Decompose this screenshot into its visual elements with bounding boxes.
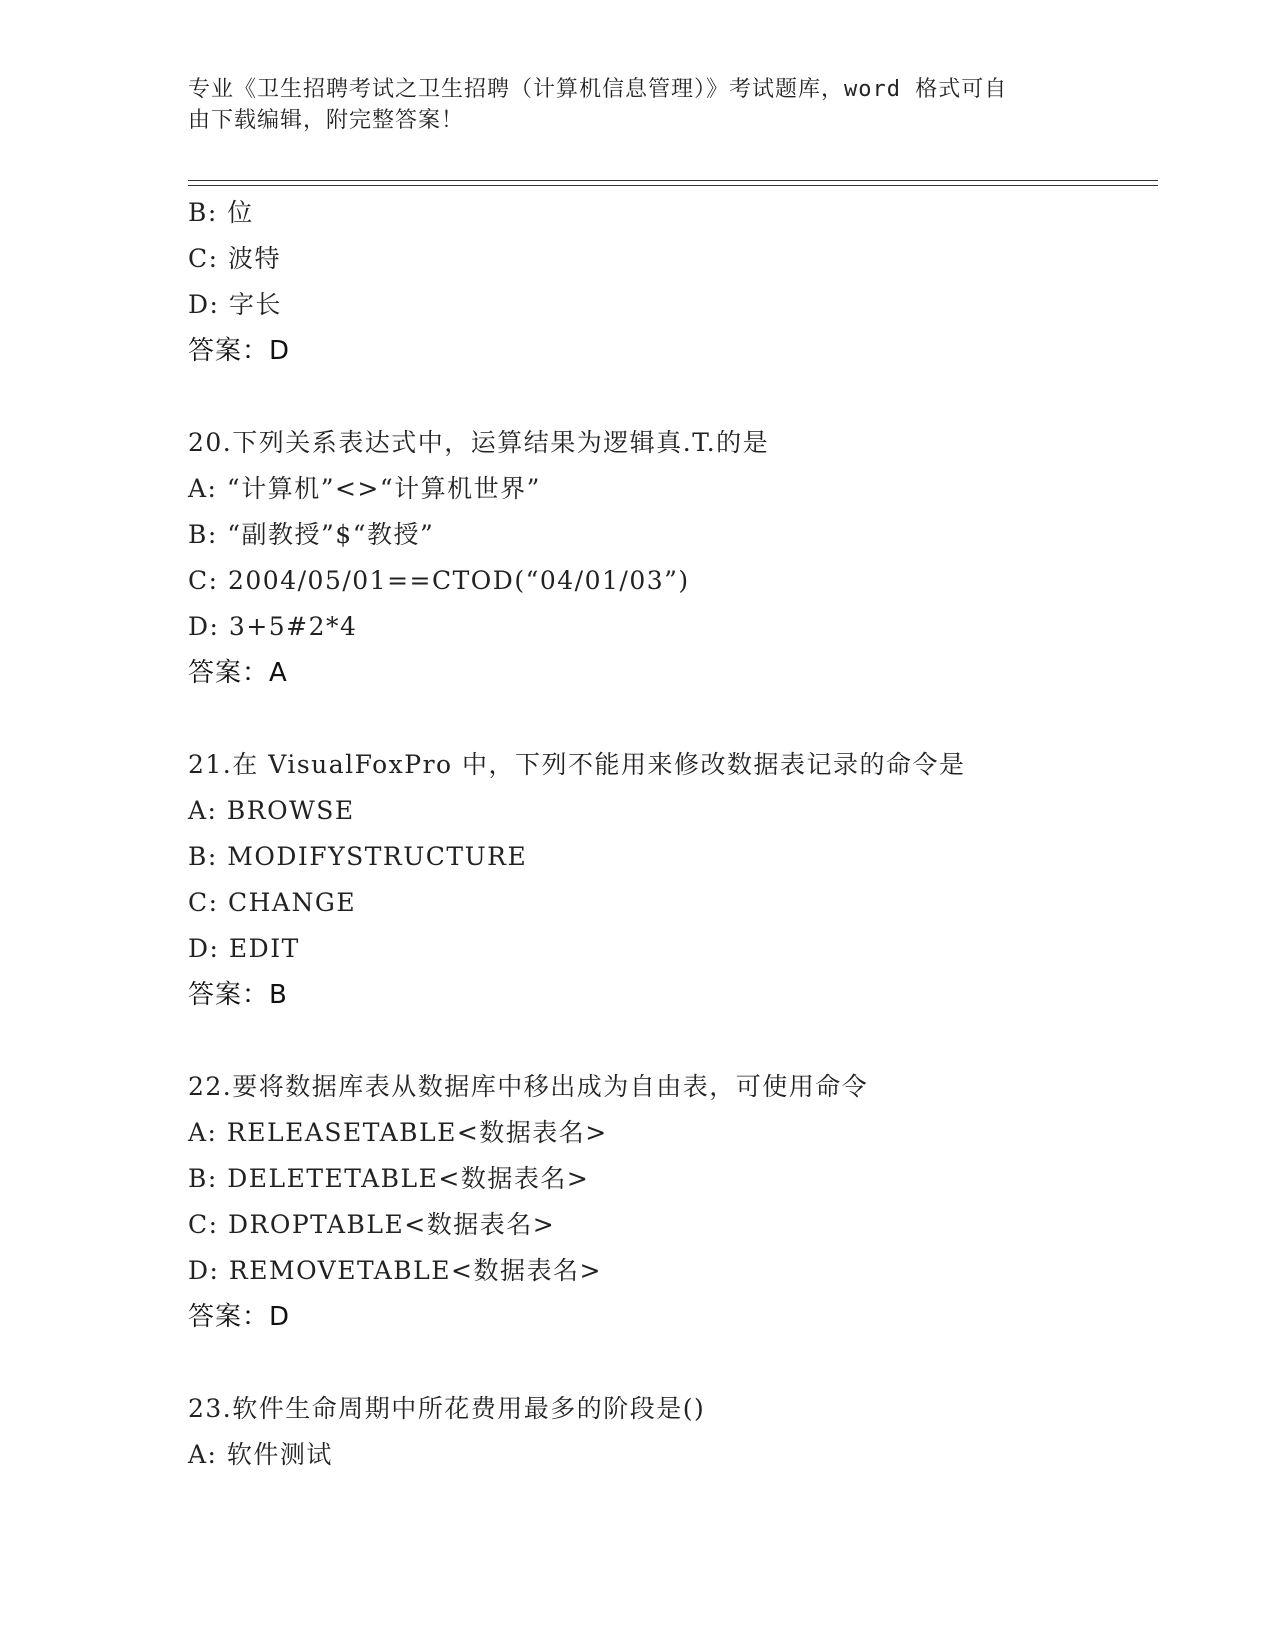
answer-line: 答案：A — [188, 658, 288, 688]
option-a: A: RELEASETABLE<数据表名> — [188, 1118, 608, 1147]
question-list — [188, 190, 1188, 1478]
option-b: B: 位 — [188, 198, 254, 227]
option-a: A: BROWSE — [188, 796, 355, 825]
answer-line: 答案：D — [188, 336, 291, 366]
header-divider-top — [188, 180, 1158, 181]
option-c: C: 2004/05/01==CTOD(“04/01/03”) — [188, 566, 690, 595]
question-23 — [188, 1386, 1188, 1478]
option-b: B: DELETETABLE<数据表名> — [188, 1164, 590, 1193]
question-stem: 21.在 VisualFoxPro 中，下列不能用来修改数据表记录的命令是 — [188, 750, 966, 779]
option-d: D: EDIT — [188, 934, 300, 963]
question-stem: 22.要将数据库表从数据库中移出成为自由表，可使用命令 — [188, 1072, 869, 1101]
spacer — [188, 696, 1188, 742]
question-20 — [188, 420, 1188, 696]
header-line-2: 由下载编辑，附完整答案！ — [188, 108, 465, 133]
header-line-1: 专业《卫生招聘考试之卫生招聘（计算机信息管理）》考试题库，word 格式可自 — [188, 77, 1008, 102]
question-stem: 23.软件生命周期中所花费用最多的阶段是() — [188, 1394, 706, 1423]
spacer — [188, 1340, 1188, 1386]
option-b: B: MODIFYSTRUCTURE — [188, 842, 528, 871]
question-19-continued — [188, 190, 1188, 374]
document-header — [188, 74, 1068, 136]
option-c: C: CHANGE — [188, 888, 357, 917]
answer-line: 答案：D — [188, 1302, 291, 1332]
option-b: B: “副教授”$“教授” — [188, 520, 435, 549]
spacer — [188, 374, 1188, 420]
question-21 — [188, 742, 1188, 1018]
option-d: D: 3+5#2*4 — [188, 612, 358, 641]
option-a: A: “计算机”<>“计算机世界” — [188, 474, 541, 503]
header-divider-bottom — [188, 185, 1158, 186]
option-d: D: REMOVETABLE<数据表名> — [188, 1256, 602, 1285]
option-a: A: 软件测试 — [188, 1440, 333, 1469]
option-d: D: 字长 — [188, 290, 282, 319]
question-22 — [188, 1064, 1188, 1340]
spacer — [188, 1018, 1188, 1064]
question-stem: 20.下列关系表达式中，运算结果为逻辑真.T.的是 — [188, 428, 770, 457]
option-c: C: 波特 — [188, 244, 281, 273]
answer-line: 答案：B — [188, 980, 288, 1010]
option-c: C: DROPTABLE<数据表名> — [188, 1210, 556, 1239]
